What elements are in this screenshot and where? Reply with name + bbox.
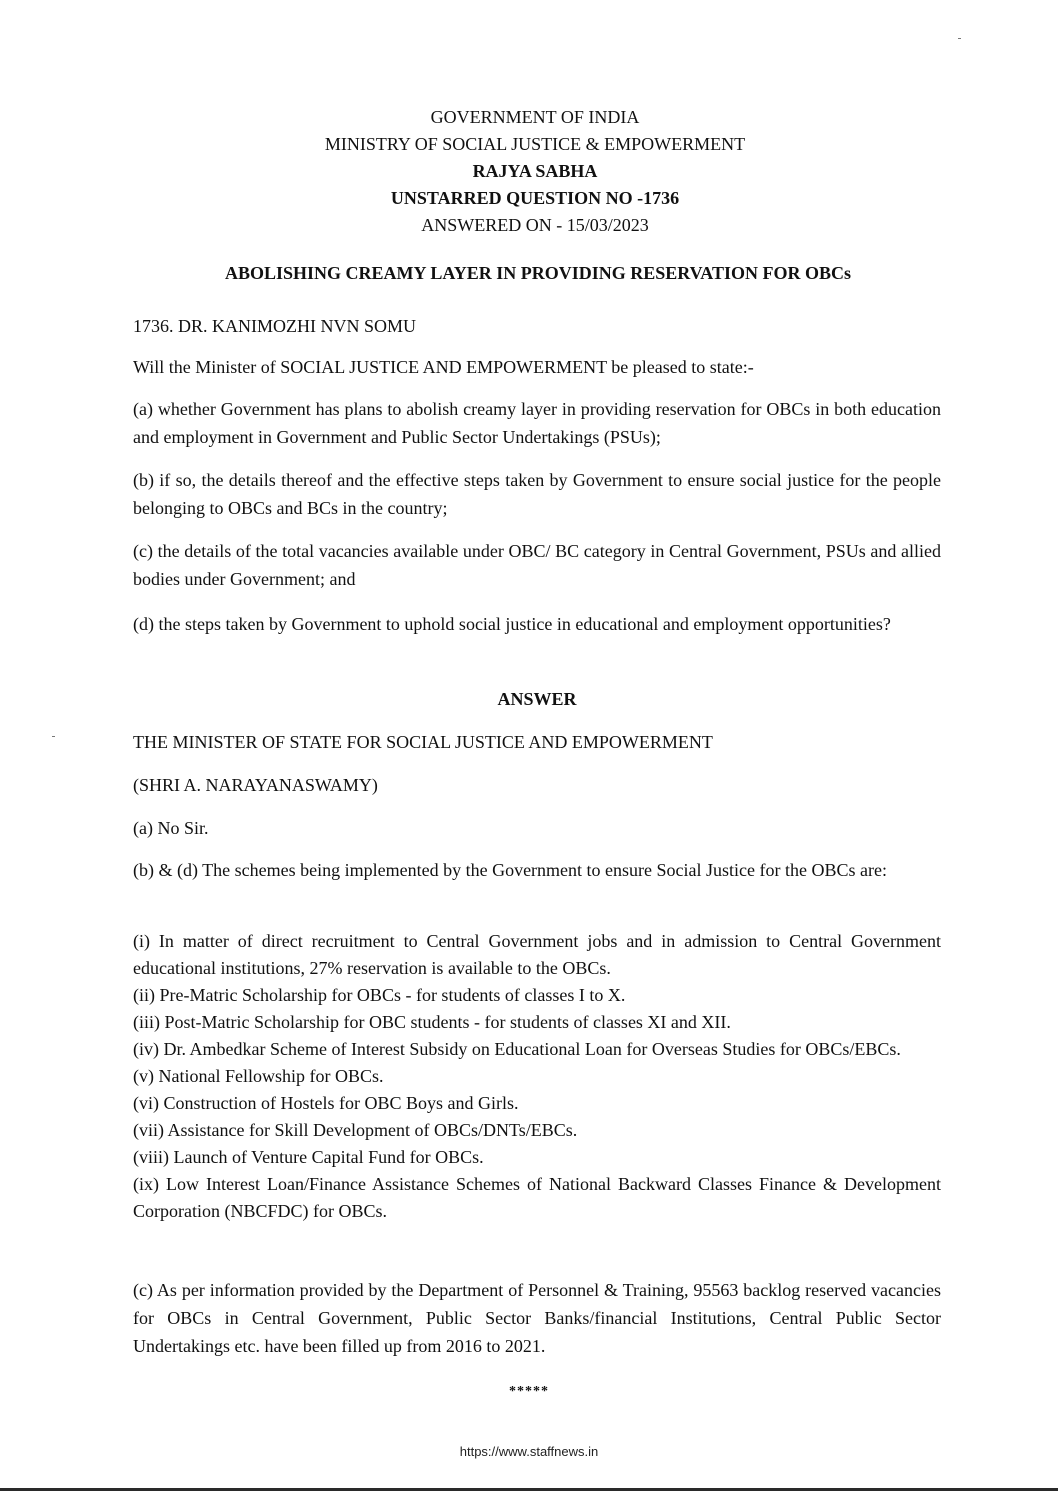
question-intro: Will the Minister of SOCIAL JUSTICE AND EMPOWERMENT be pleased to state:- <box>133 357 754 377</box>
question-d: (d) the steps taken by Government to uphold social justice in educational and employment opportunities? <box>133 614 891 634</box>
list-item: (iv) Dr. Ambedkar Scheme of Interest Subsidy on Educational Loan for Overseas Studies for OBCs/EBCs. <box>133 1039 901 1059</box>
answer-heading: ANSWER <box>497 689 577 709</box>
list-item: (v) National Fellowship for OBCs. <box>133 1066 384 1086</box>
header-house: RAJYA SABHA <box>472 161 598 181</box>
header-government: GOVERNMENT OF INDIA <box>430 107 640 127</box>
question-a: (a) whether Government has plans to abolish creamy layer in providing reservation for OBCs in both education and employment in Government and Public Sector Undertakings (PSUs); <box>133 399 941 447</box>
list-item: (iii) Post-Matric Scholarship for OBC students - for students of classes XI and XII. <box>133 1012 731 1032</box>
answer-bd-intro: (b) & (d) The schemes being implemented by the Government to ensure Social Justice for the OBCs are: <box>133 860 887 880</box>
list-item: (ii) Pre-Matric Scholarship for OBCs - for students of classes I to X. <box>133 985 626 1005</box>
questioner: 1736. DR. KANIMOZHI NVN SOMU <box>133 316 416 336</box>
minister-name: (SHRI A. NARAYANASWAMY) <box>133 775 378 795</box>
document-header <box>0 104 1058 239</box>
minister-title: THE MINISTER OF STATE FOR SOCIAL JUSTICE AND EMPOWERMENT <box>133 732 713 752</box>
list-item: (ix) Low Interest Loan/Finance Assistance Schemes of National Backward Classes Finance & Development Corporation (NBCFDC) for OBCs. <box>133 1174 941 1221</box>
header-question-number: UNSTARRED QUESTION NO -1736 <box>390 188 680 208</box>
scan-speck <box>958 38 961 39</box>
footer-url: https://www.staffnews.in <box>459 1444 599 1459</box>
scheme-list <box>133 928 941 1225</box>
list-item: (i) In matter of direct recruitment to Central Government jobs and in admission to Central Government educational institutions, 27% reservation is available to the OBCs. <box>133 931 941 978</box>
answer-c: (c) As per information provided by the Department of Personnel & Training, 95563 backlog reserved vacancies for OBCs in Central Government, Public Sector Banks/financial Institutions, Central Public Sector Undertakings etc. have been filled up from 2016 to 2021. <box>133 1280 941 1356</box>
list-item: (vii) Assistance for Skill Development of OBCs/DNTs/EBCs. <box>133 1120 578 1140</box>
scan-speck <box>52 736 55 737</box>
answer-a: (a) No Sir. <box>133 818 209 838</box>
question-b: (b) if so, the details thereof and the effective steps taken by Government to ensure social justice for the people belonging to OBCs and BCs in the country; <box>133 470 941 518</box>
question-title: ABOLISHING CREAMY LAYER IN PROVIDING RESERVATION FOR OBCs <box>225 263 851 283</box>
question-c: (c) the details of the total vacancies available under OBC/ BC category in Central Government, PSUs and allied bodies under Government; and <box>133 541 941 589</box>
list-item: (viii) Launch of Venture Capital Fund for OBCs. <box>133 1147 484 1167</box>
header-answer-date: ANSWERED ON - 15/03/2023 <box>421 215 649 235</box>
bottom-scan-edge <box>0 1488 1058 1491</box>
list-item: (vi) Construction of Hostels for OBC Boys and Girls. <box>133 1093 519 1113</box>
header-ministry: MINISTRY OF SOCIAL JUSTICE & EMPOWERMENT <box>324 134 746 154</box>
end-marker: ***** <box>509 1384 549 1399</box>
